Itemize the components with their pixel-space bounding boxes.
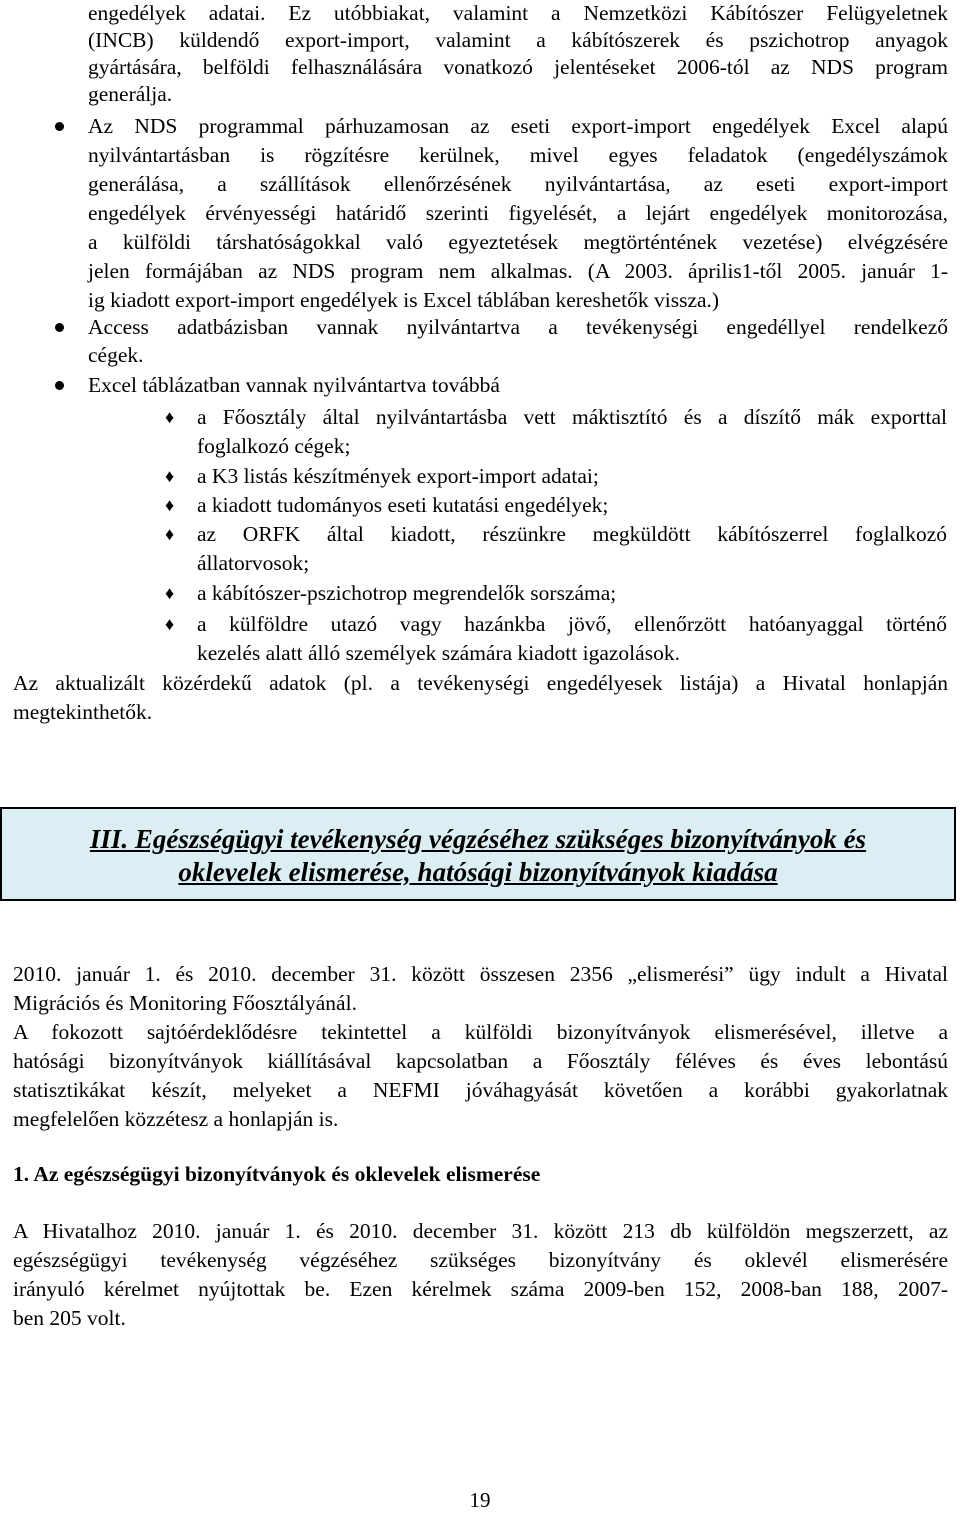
- text-line: Az aktualizált közérdekű adatok (pl. a tevékenységi engedélyesek listája) a Hivatal honlapján: [13, 671, 948, 695]
- diamond-bullet-icon: ♦: [165, 466, 175, 486]
- text-line: engedélyek adatai. Ez utóbbiakat, valamint a Nemzetközi Kábítószer Felügyeletnek: [88, 1, 948, 25]
- text-line: ben 205 volt.: [13, 1306, 126, 1330]
- text-line: jelen formájában az NDS program nem alkalmas. (A 2003. április1-től 2005. január 1-: [88, 259, 948, 283]
- text-line: Migrációs és Monitoring Főosztályánál.: [13, 991, 357, 1015]
- text-line: kezelés alatt álló személyek számára kiadott igazolások.: [197, 641, 680, 665]
- bullet-icon: [55, 122, 64, 131]
- text-line: gyártására, belföldi felhasználására vonatkozó jelentéseket 2006-tól az NDS program: [88, 55, 948, 79]
- text-line: a kábítószer-pszichotrop megrendelők sorszáma;: [197, 581, 617, 605]
- text-line: irányuló kérelmet nyújtottak be. Ezen kérelmek száma 2009-ben 152, 2008-ban 188, 2007-: [13, 1277, 948, 1301]
- text-line: a kiadott tudományos eseti kutatási engedélyek;: [197, 493, 609, 517]
- diamond-bullet-icon: ♦: [165, 407, 175, 427]
- text-line: cégek.: [88, 343, 144, 367]
- text-line: engedélyek érvényességi határidő szerinti figyelését, a lejárt engedélyek monitorozása,: [88, 201, 948, 225]
- chapter-title-line-1: III. Egészségügyi tevékenység végzéséhez szükséges bizonyítványok és: [89, 824, 867, 854]
- text-line: foglalkozó cégek;: [197, 434, 351, 458]
- diamond-bullet-icon: ♦: [165, 524, 175, 544]
- text-line: Access adatbázisban vannak nyilvántartva a tevékenységi engedéllyel rendelkező: [88, 315, 948, 339]
- text-line: megfelelően közzétesz a honlapján is.: [13, 1107, 339, 1131]
- text-line: A Hivatalhoz 2010. január 1. és 2010. december 31. között 213 db külföldön megszerzett, az: [13, 1219, 948, 1243]
- text-line: generálása, a szállítások ellenőrzésének nyilvántartása, az eseti export-import: [88, 172, 948, 196]
- page-number: 19: [469, 1488, 491, 1512]
- text-line: nyilvántartásban is rögzítésre kerülnek, mivel egyes feladatok (engedélyszámok: [88, 143, 948, 167]
- text-line: a K3 listás készítmények export-import adatai;: [197, 464, 599, 488]
- chapter-title-line-2: oklevelek elismerése, hatósági bizonyítványok kiadása: [178, 857, 778, 887]
- text-line: a külföldre utazó vagy hazánkba jövő, ellenőrzött hatóanyaggal történő: [197, 612, 947, 636]
- diamond-bullet-icon: ♦: [165, 583, 175, 603]
- text-line: generálja.: [88, 82, 173, 106]
- text-line: ig kiadott export-import engedélyek is Excel táblában kereshetők vissza.): [88, 288, 720, 312]
- diamond-bullet-icon: ♦: [165, 495, 175, 515]
- text-line: hatósági bizonyítványok kiállításával kapcsolatban a Főosztály féléves és éves lebontású: [13, 1049, 948, 1073]
- text-line: A fokozott sajtóérdeklődésre tekintettel a külföldi bizonyítványok elismerésével, illetve a: [13, 1020, 948, 1044]
- text-line: statisztikákat készít, melyeket a NEFMI jóváhagyását követően a korábbi gyakorlatnak: [13, 1078, 948, 1102]
- text-line: állatorvosok;: [197, 551, 310, 575]
- bullet-icon: [55, 323, 64, 332]
- text-line: Excel táblázatban vannak nyilvántartva továbbá: [88, 373, 500, 397]
- bullet-icon: [55, 381, 64, 390]
- text-line: Az NDS programmal párhuzamosan az eseti export-import engedélyek Excel alapú: [88, 114, 948, 138]
- text-line: a Főosztály által nyilvántartásba vett máktisztító és a díszítő mák exporttal: [197, 405, 947, 429]
- text-line: az ORFK által kiadott, részünkre megküldött kábítószerrel foglalkozó: [197, 522, 947, 546]
- text-line: megtekinthetők.: [13, 700, 153, 724]
- text-line: 2010. január 1. és 2010. december 31. között összesen 2356 „elismerési” ügy indult a Hivatal: [13, 962, 948, 986]
- text-line: egészségügyi tevékenység végzéséhez szükséges bizonyítvány és oklevél elismerésére: [13, 1248, 948, 1272]
- text-line: (INCB) küldendő export-import, valamint a kábítószerek és pszichotrop anyagok: [88, 28, 948, 52]
- text-line: a külföldi társhatóságokkal való egyeztetések megtörténtének vezetése) elvégzésére: [88, 230, 948, 254]
- section-heading: 1. Az egészségügyi bizonyítványok és oklevelek elismerése: [13, 1162, 541, 1186]
- diamond-bullet-icon: ♦: [165, 614, 175, 634]
- chapter-banner: [0, 807, 956, 901]
